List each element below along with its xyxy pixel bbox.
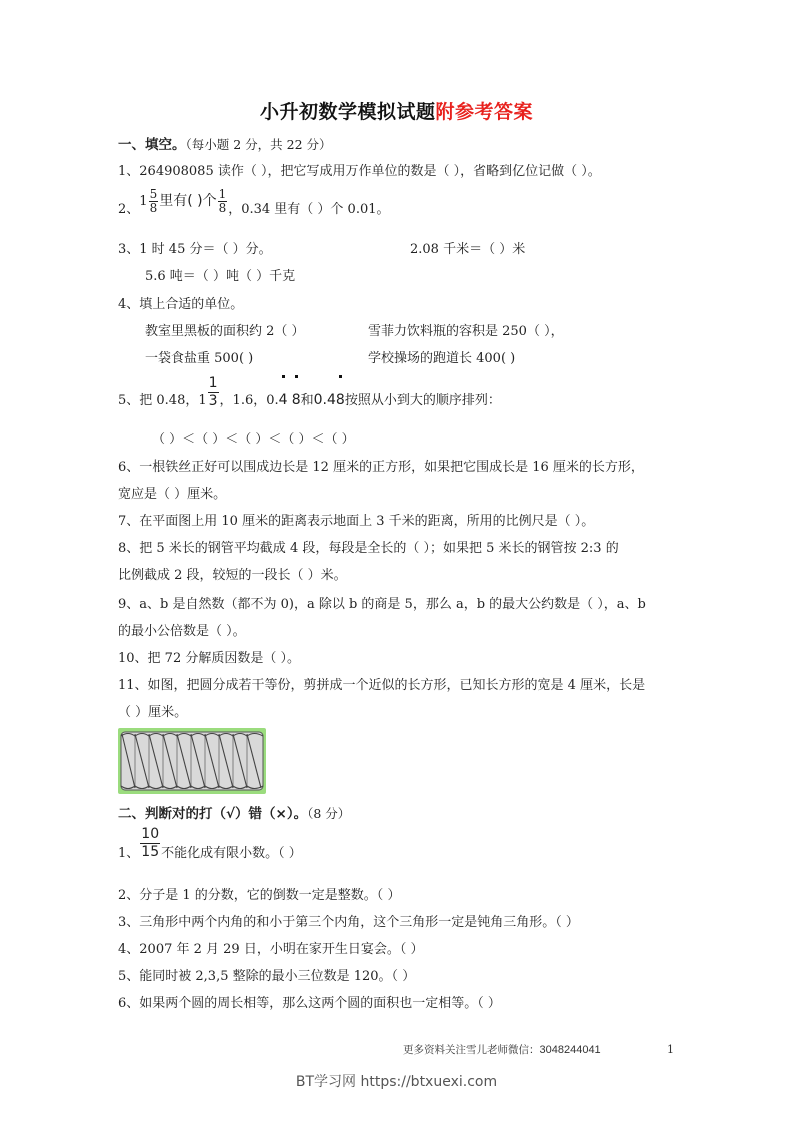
q5-suffix: 按照从小到大的顺序排列： bbox=[344, 393, 501, 408]
question-1-5 bbox=[118, 375, 501, 421]
q5-middle: ，1.6，0. bbox=[219, 393, 279, 408]
question-1-8b: 比例截成 2 段，较短的一段长（ ）米。 bbox=[118, 568, 347, 583]
fraction-1-8 bbox=[218, 188, 228, 215]
q5-and: 和 bbox=[300, 393, 314, 408]
q2-suffix: ，0.34 里有（ ）个 0.01。 bbox=[228, 202, 390, 217]
mixed-number bbox=[139, 187, 228, 215]
question-1-11a: 11、如图，把圆分成若干等份，剪拼成一个近似的长方形，已知长方形的宽是 4 厘米，长是 bbox=[118, 678, 646, 693]
q3-part-a: 3、1 时 45 分＝（ ）分。 bbox=[118, 242, 272, 257]
numerator: 5 bbox=[149, 187, 158, 201]
fraction-1-3 bbox=[208, 375, 219, 410]
question-1-7: 7、在平面图上用 10 厘米的距离表示地面上 3 千米的距离，所用的比例尺是（ ）。 bbox=[118, 514, 595, 529]
q4-row-2 bbox=[145, 351, 516, 367]
repeating-digit: 4 bbox=[279, 380, 288, 420]
circle-rectangle-figure bbox=[118, 728, 266, 794]
q4-item: 雪菲力饮料瓶的容积是 250（ ）， bbox=[368, 324, 564, 339]
section1-header bbox=[118, 137, 332, 154]
title-answer-note: 附参考答案 bbox=[435, 101, 534, 123]
question-1-1: 1、264908085 读作（ ），把它写成用万作单位的数是（ ），省略到亿位记做（ ）。 bbox=[118, 164, 601, 179]
question-2-4: 4、2007 年 2 月 29 日，小明在家开生日宴会。（ ） bbox=[118, 942, 424, 957]
section2-subheading: （8 分） bbox=[307, 806, 351, 821]
denominator: 3 bbox=[208, 393, 218, 409]
title-main: 小升初数学模拟试题 bbox=[259, 101, 436, 123]
section1-heading: 一、填空。 bbox=[118, 137, 186, 153]
question-2-5: 5、能同时被 2,3,5 整除的最小三位数是 120。（ ） bbox=[118, 969, 416, 984]
repeating-digit: 8 bbox=[292, 380, 301, 420]
denominator: 8 bbox=[218, 201, 227, 215]
numerator: 1 bbox=[208, 375, 218, 391]
question-1-10: 10、把 72 分解质因数是（ ）。 bbox=[118, 651, 300, 666]
repeating-digit: 8 bbox=[336, 380, 345, 420]
footer-label: 更多资料关注雪儿老师微信： bbox=[403, 1044, 540, 1056]
question-1-3 bbox=[118, 242, 526, 258]
denominator: 8 bbox=[149, 201, 158, 215]
fraction-10-15 bbox=[140, 826, 160, 861]
q2-middle-text: 里有( )个 bbox=[159, 193, 217, 209]
question-1-11b: （ ）厘米。 bbox=[118, 705, 188, 720]
section2-header bbox=[118, 806, 350, 823]
question-1-4-label: 4、填上合适的单位。 bbox=[118, 297, 244, 312]
denominator: 15 bbox=[141, 844, 160, 860]
section1-subheading: （每小题 2 分，共 22 分） bbox=[185, 137, 332, 152]
question-1-6a: 6、一根铁丝正好可以围成边长是 12 厘米的正方形，如果把它围成长是 16 厘米的长方形， bbox=[118, 460, 644, 475]
decimal-plain: 0.4 bbox=[313, 392, 336, 408]
q3-part-b: 2.08 千米＝（ ）米 bbox=[410, 242, 526, 257]
question-2-3: 3、三角形中两个内角的和小于第三个内角，这个三角形一定是钝角三角形。（ ） bbox=[118, 915, 579, 930]
question-1-8a: 8、把 5 米长的钢管平均截成 4 段，每段是全长的（ ）；如果把 5 米长的钢管按 2:3 的 bbox=[118, 541, 619, 556]
q4-item: 教室里黑板的面积约 2（ ） bbox=[145, 324, 305, 339]
document-title bbox=[0, 97, 793, 124]
numerator: 10 bbox=[141, 826, 160, 842]
section2-heading: 二、判断对的打（√）错（×）。 bbox=[118, 806, 308, 822]
wechat-id: 3048244041 bbox=[539, 1044, 601, 1056]
question-2-6: 6、如果两个圆的周长相等，那么这两个圆的面积也一定相等。（ ） bbox=[118, 996, 501, 1011]
page-number: 1 bbox=[667, 1043, 674, 1056]
question-number: 1、 bbox=[118, 846, 140, 861]
question-1-6b: 宽应是（ ）厘米。 bbox=[118, 487, 227, 502]
site-watermark: BT学习网 https://btxuexi.com bbox=[295, 1074, 498, 1090]
q4-row-1 bbox=[145, 324, 564, 340]
q4-item: 学校操场的跑道长 400( ) bbox=[368, 351, 516, 366]
question-2-2: 2、分子是 1 的分数，它的倒数一定是整数。（ ） bbox=[118, 888, 401, 903]
question-1-2 bbox=[118, 187, 390, 225]
question-number: 2、 bbox=[118, 202, 140, 217]
q5-answer-line: （ ）＜（ ）＜（ ）＜（ ）＜（ ） bbox=[152, 432, 355, 447]
question-1-9a: 9、a、b 是自然数（都不为 0)，a 除以 b 的商是 5，那么 a，b 的最大公约数是（ ），a、b bbox=[118, 597, 646, 612]
q-suffix: 不能化成有限小数。（ ） bbox=[161, 846, 302, 861]
numerator: 1 bbox=[218, 187, 227, 201]
q4-item: 一袋食盐重 500( ) bbox=[145, 351, 254, 366]
mixed-whole: 1 bbox=[139, 194, 148, 209]
footer-note bbox=[403, 1042, 601, 1057]
q5-prefix: 5、把 0.48，1 bbox=[118, 393, 207, 408]
rearranged-sectors-diagram bbox=[118, 728, 266, 794]
question-2-1 bbox=[118, 826, 302, 876]
fraction-5-8 bbox=[149, 188, 159, 215]
question-1-9b: 的最小公倍数是（ ）。 bbox=[118, 624, 246, 639]
q3-part-c: 5.6 吨＝（ ）吨（ ）千克 bbox=[145, 269, 296, 284]
